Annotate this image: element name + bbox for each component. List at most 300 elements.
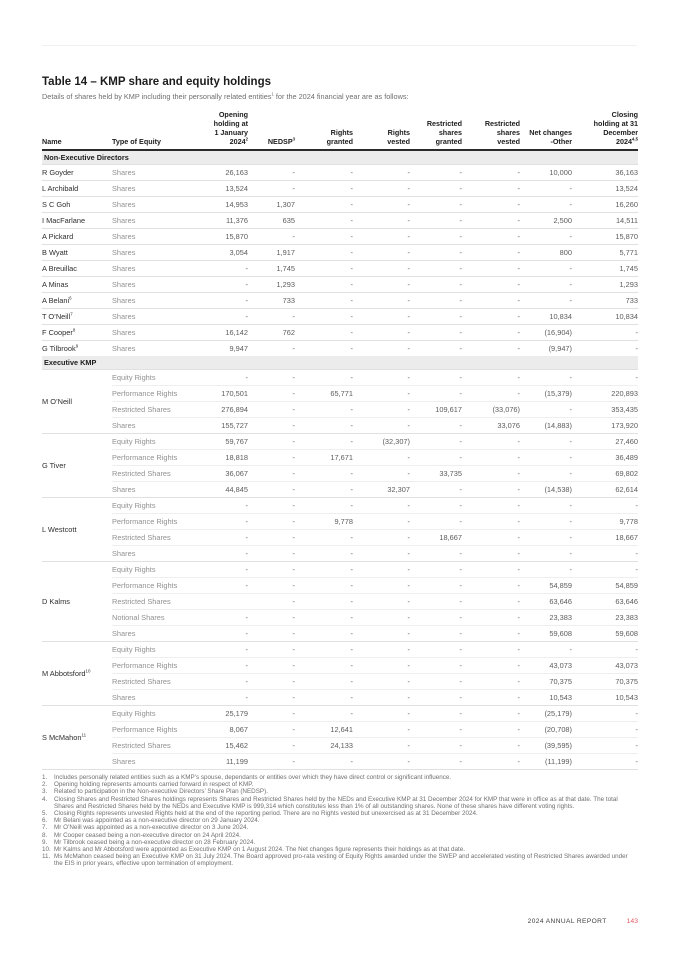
equity-type: Shares <box>112 248 136 257</box>
page-top-rule <box>42 45 637 46</box>
cell-opening: - <box>178 514 248 530</box>
report-name: 2024 ANNUAL REPORT <box>527 918 607 925</box>
cell-restricted_shares_vested: - <box>462 546 520 562</box>
cell-nedsp: - <box>248 610 295 626</box>
kmp-name: G Tilbrook$^9$ <box>42 343 79 353</box>
cell-closing: 14,511 <box>615 216 638 225</box>
column-header-nedsp: NEDSP$^3$ <box>267 136 295 146</box>
cell-restricted_shares_granted: - <box>410 546 462 562</box>
cell-rights_vested: - <box>353 466 410 482</box>
equity-type: Equity Rights <box>112 437 156 446</box>
page-footer <box>528 918 638 925</box>
cell-closing: 70,375 <box>572 674 638 690</box>
footnote-number: 5. <box>42 810 48 818</box>
cell-restricted_shares_granted: - <box>459 373 462 382</box>
cell-rights_vested: - <box>407 248 410 257</box>
cell-net_changes_other: - <box>569 232 572 241</box>
cell-nedsp: 1,917 <box>276 248 295 257</box>
cell-restricted_shares_vested: - <box>517 264 520 273</box>
section-heading: Executive KMP <box>42 356 638 370</box>
cell-restricted_shares_vested: - <box>517 200 520 209</box>
cell-opening: 9,947 <box>229 344 248 353</box>
cell-nedsp: - <box>292 437 295 446</box>
cell-rights_granted: - <box>295 466 353 482</box>
kmp-name: F Cooper$^8$ <box>42 327 76 337</box>
cell-restricted_shares_granted: - <box>410 674 462 690</box>
footnote-text: Mr Kalms and Mr Abbotsford were appointed as Executive KMP on 1 August 2024. The Net changes figure represents their holdings as at that date. <box>54 846 466 854</box>
cell-restricted_shares_vested: - <box>517 184 520 193</box>
column-header-restricted_shares_vested: Restricted shares vested <box>484 119 520 146</box>
cell-restricted_shares_vested: - <box>517 645 520 654</box>
footnote-number: 7. <box>42 824 48 832</box>
footnote-text: Mr Belani was appointed as a non-executive director on 29 January 2024. <box>54 817 260 825</box>
cell-restricted_shares_granted: - <box>410 594 462 610</box>
cell-nedsp: - <box>292 373 295 382</box>
cell-rights_vested: - <box>407 328 410 337</box>
cell-restricted_shares_vested: - <box>517 248 520 257</box>
cell-closing: 63,646 <box>572 594 638 610</box>
cell-restricted_shares_vested: - <box>462 658 520 674</box>
cell-net_changes_other: - <box>569 437 572 446</box>
cell-nedsp: - <box>248 722 295 738</box>
footnote <box>42 853 638 867</box>
equity-type: Equity Rights <box>112 501 156 510</box>
table-row <box>42 722 638 738</box>
footnote-text: Closing Shares and Restricted Shares holdings represents Shares and Restricted Shares held by the NEDs and Executive KMP at 31 December 2024 for KMP that were in office as at that date. The total Shares and Restricted Shares held by the NEDs and Executive KMP is 999,314 which constitutes less than 1% of all outstanding shares. None of these shares have different voting rights. <box>54 795 618 810</box>
cell-opening: 44,845 <box>178 482 248 498</box>
cell-restricted_shares_vested: - <box>462 674 520 690</box>
kmp-name: A Minas <box>42 280 69 289</box>
cell-opening: 3,054 <box>229 248 248 257</box>
cell-rights_granted: 24,133 <box>295 738 353 754</box>
cell-net_changes_other: - <box>520 514 572 530</box>
footnote-text: Related to participation in the Non-executive Directors’ Share Plan (NEDSP). <box>54 788 268 796</box>
cell-restricted_shares_granted: - <box>410 514 462 530</box>
cell-net_changes_other: (9,947) <box>548 344 572 353</box>
footnote-number: 11. <box>42 853 51 861</box>
cell-restricted_shares_vested: - <box>462 738 520 754</box>
cell-restricted_shares_vested: - <box>517 280 520 289</box>
cell-opening: 155,727 <box>178 418 248 434</box>
cell-net_changes_other: 800 <box>559 248 572 257</box>
cell-restricted_shares_granted: - <box>459 645 462 654</box>
kmp-name: A Pickard <box>42 232 74 241</box>
cell-restricted_shares_vested: - <box>517 312 520 321</box>
cell-restricted_shares_vested: (33,076) <box>462 402 520 418</box>
cell-rights_granted: - <box>295 578 353 594</box>
cell-restricted_shares_granted: - <box>459 344 462 353</box>
cell-net_changes_other: - <box>569 645 572 654</box>
cell-opening: - <box>245 312 248 321</box>
cell-rights_granted: - <box>295 418 353 434</box>
cell-nedsp: - <box>292 709 295 718</box>
cell-net_changes_other: (25,179) <box>544 709 572 718</box>
kmp-group <box>42 706 638 770</box>
cell-restricted_shares_vested: - <box>462 482 520 498</box>
cell-rights_vested: - <box>353 658 410 674</box>
equity-type: Shares <box>112 184 136 193</box>
column-header-type: Type of Equity <box>112 137 161 146</box>
cell-nedsp: - <box>248 754 295 770</box>
cell-restricted_shares_granted: - <box>410 754 462 770</box>
equity-type: Shares <box>112 264 136 273</box>
cell-restricted_shares_granted: - <box>459 216 462 225</box>
cell-opening: 276,894 <box>178 402 248 418</box>
column-header-opening: Opening holding at 1 January 2024$^2$ <box>213 110 248 146</box>
cell-restricted_shares_vested: - <box>462 722 520 738</box>
cell-closing: - <box>635 373 638 382</box>
cell-opening <box>178 594 248 610</box>
cell-nedsp: 1,745 <box>276 264 295 273</box>
cell-nedsp: - <box>292 184 295 193</box>
cell-opening: 18,818 <box>178 450 248 466</box>
cell-restricted_shares_vested: - <box>462 690 520 706</box>
cell-restricted_shares_vested: - <box>517 168 520 177</box>
cell-net_changes_other: (39,595) <box>520 738 572 754</box>
cell-restricted_shares_granted: - <box>410 610 462 626</box>
cell-restricted_shares_granted: - <box>410 386 462 402</box>
cell-restricted_shares_granted: - <box>410 738 462 754</box>
cell-closing: 220,893 <box>572 386 638 402</box>
cell-opening: - <box>245 264 248 273</box>
cell-restricted_shares_granted: - <box>410 722 462 738</box>
footnote-text: Includes personally related entities such as a KMP’s spouse, dependants or entities over which they have direct control or significant influence. <box>54 774 452 781</box>
cell-restricted_shares_granted: - <box>459 264 462 273</box>
equity-type: Shares <box>112 168 136 177</box>
cell-nedsp: - <box>248 658 295 674</box>
cell-restricted_shares_granted: - <box>459 328 462 337</box>
cell-restricted_shares_granted: - <box>459 501 462 510</box>
kmp-name: T O’Neill$^7$ <box>42 311 73 321</box>
equity-type: Performance Rights <box>112 450 178 466</box>
table-row <box>42 562 638 578</box>
header-footnote-ref: 3 <box>292 136 295 142</box>
cell-net_changes_other: - <box>520 466 572 482</box>
header-footnote-ref: 2 <box>245 136 248 142</box>
name-footnote-ref: 11 <box>81 732 87 738</box>
footnote <box>42 839 638 846</box>
cell-net_changes_other: - <box>569 184 572 193</box>
cell-restricted_shares_vested: - <box>517 437 520 446</box>
cell-nedsp: 733 <box>282 296 295 305</box>
cell-restricted_shares_vested: - <box>462 514 520 530</box>
equity-type: Performance Rights <box>112 514 178 530</box>
cell-nedsp: 762 <box>282 328 295 337</box>
cell-opening: - <box>178 530 248 546</box>
kmp-group <box>42 181 638 197</box>
cell-restricted_shares_granted: - <box>459 437 462 446</box>
table-row <box>42 482 638 498</box>
cell-closing: - <box>635 501 638 510</box>
cell-rights_granted: - <box>350 264 353 273</box>
table-row <box>42 466 638 482</box>
equity-type: Shares <box>112 754 178 770</box>
kmp-name: A Belani$^6$ <box>42 295 72 305</box>
equity-type: Performance Rights <box>112 578 178 594</box>
cell-net_changes_other: - <box>569 373 572 382</box>
cell-rights_vested: - <box>353 754 410 770</box>
cell-nedsp: - <box>248 514 295 530</box>
cell-rights_granted: - <box>350 216 353 225</box>
cell-opening: 11,376 <box>225 216 248 225</box>
equity-type: Shares <box>112 546 178 562</box>
cell-rights_vested: - <box>407 709 410 718</box>
cell-nedsp: 1,293 <box>276 280 295 289</box>
table-row <box>42 450 638 466</box>
cell-net_changes_other: - <box>520 546 572 562</box>
cell-closing: 23,383 <box>572 610 638 626</box>
cell-rights_granted: - <box>350 501 353 510</box>
cell-rights_granted: 65,771 <box>295 386 353 402</box>
cell-closing: - <box>635 709 638 718</box>
page-number: 143 <box>626 918 638 925</box>
cell-nedsp: - <box>248 690 295 706</box>
cell-rights_vested: - <box>407 264 410 273</box>
cell-opening: 36,067 <box>178 466 248 482</box>
footnote <box>42 824 638 831</box>
cell-opening: - <box>245 373 248 382</box>
cell-rights_vested: - <box>407 645 410 654</box>
cell-net_changes_other: 59,608 <box>520 626 572 642</box>
cell-restricted_shares_vested: - <box>462 610 520 626</box>
cell-rights_vested: - <box>353 402 410 418</box>
table-row <box>42 197 638 213</box>
cell-restricted_shares_granted: - <box>410 658 462 674</box>
cell-net_changes_other: - <box>569 280 572 289</box>
cell-rights_granted: - <box>295 690 353 706</box>
table-row <box>42 674 638 690</box>
cell-rights_granted: - <box>350 437 353 446</box>
cell-restricted_shares_granted: 18,667 <box>410 530 462 546</box>
equity-type: Equity Rights <box>112 565 156 574</box>
cell-closing: 1,745 <box>619 264 638 273</box>
equity-type: Shares <box>112 312 136 321</box>
cell-restricted_shares_granted: - <box>410 690 462 706</box>
cell-nedsp: - <box>248 386 295 402</box>
cell-rights_vested: - <box>353 722 410 738</box>
cell-rights_vested: - <box>353 738 410 754</box>
cell-rights_granted: 17,671 <box>295 450 353 466</box>
cell-rights_granted: - <box>295 658 353 674</box>
cell-rights_granted: - <box>350 344 353 353</box>
table-row <box>42 277 638 293</box>
cell-restricted_shares_vested: - <box>517 328 520 337</box>
cell-opening: - <box>178 690 248 706</box>
cell-rights_vested: - <box>353 450 410 466</box>
name-footnote-ref: 6 <box>69 295 72 301</box>
equity-type: Restricted Shares <box>112 402 178 418</box>
cell-rights_granted: - <box>295 482 353 498</box>
cell-restricted_shares_granted: - <box>410 418 462 434</box>
cell-restricted_shares_granted: - <box>410 626 462 642</box>
footnote <box>42 774 638 781</box>
cell-net_changes_other: 43,073 <box>520 658 572 674</box>
cell-rights_granted: 9,778 <box>295 514 353 530</box>
cell-net_changes_other: - <box>520 450 572 466</box>
cell-closing: 59,608 <box>572 626 638 642</box>
cell-closing: 353,435 <box>572 402 638 418</box>
cell-net_changes_other: 54,859 <box>520 578 572 594</box>
equity-type: Equity Rights <box>112 709 156 718</box>
equity-type: Shares <box>112 418 178 434</box>
column-header-rights_vested: Rights vested <box>387 128 410 146</box>
table-header <box>42 110 638 150</box>
cell-opening: - <box>178 626 248 642</box>
cell-nedsp: - <box>248 626 295 642</box>
table-row <box>42 530 638 546</box>
footnote <box>42 846 638 853</box>
kmp-group <box>42 213 638 229</box>
table-row <box>42 578 638 594</box>
cell-rights_vested: - <box>407 344 410 353</box>
footnote-number: 10. <box>42 846 51 854</box>
cell-closing: 733 <box>625 296 638 305</box>
table-row <box>42 498 638 514</box>
section-heading-row <box>42 150 638 165</box>
cell-net_changes_other: (11,199) <box>520 754 572 770</box>
cell-restricted_shares_vested: - <box>462 386 520 402</box>
table-subtitle <box>42 92 638 101</box>
cell-opening: 8,067 <box>178 722 248 738</box>
cell-rights_vested: - <box>353 418 410 434</box>
table-row <box>42 658 638 674</box>
equity-type: Equity Rights <box>112 373 156 382</box>
cell-opening: 13,524 <box>225 184 248 193</box>
kmp-group <box>42 325 638 341</box>
cell-net_changes_other: - <box>520 402 572 418</box>
kmp-name: I MacFarlane <box>42 216 86 225</box>
table-row <box>42 165 638 181</box>
cell-restricted_shares_vested: - <box>517 232 520 241</box>
cell-closing: 10,834 <box>615 312 638 321</box>
cell-nedsp: - <box>248 482 295 498</box>
cell-nedsp: 635 <box>282 216 295 225</box>
name-footnote-ref: 10 <box>85 668 91 674</box>
cell-closing: 69,802 <box>572 466 638 482</box>
table-row <box>42 738 638 754</box>
footnote <box>42 810 638 817</box>
equity-type: Performance Rights <box>112 386 178 402</box>
cell-nedsp: - <box>248 418 295 434</box>
table-row <box>42 610 638 626</box>
cell-net_changes_other: 70,375 <box>520 674 572 690</box>
cell-rights_vested: - <box>353 626 410 642</box>
cell-closing: 1,293 <box>619 280 638 289</box>
cell-rights_granted: - <box>350 168 353 177</box>
column-header-closing: Closing holding at 31 December 2024$^{4,5}$ <box>593 110 638 146</box>
cell-opening: 170,501 <box>178 386 248 402</box>
cell-rights_vested: - <box>407 373 410 382</box>
kmp-group <box>42 341 638 357</box>
kmp-holdings-table <box>42 110 638 770</box>
equity-type: Restricted Shares <box>112 738 178 754</box>
cell-rights_granted: - <box>350 312 353 321</box>
footnote <box>42 781 638 788</box>
cell-rights_granted: - <box>295 754 353 770</box>
cell-restricted_shares_granted: - <box>459 296 462 305</box>
cell-closing: - <box>635 645 638 654</box>
table-row <box>42 546 638 562</box>
cell-rights_granted: - <box>295 546 353 562</box>
column-header-restricted_shares_granted: Restricted shares granted <box>426 119 462 146</box>
subtitle-text: Details of shares held by KMP including their personally related entities <box>42 92 272 101</box>
cell-closing: - <box>572 754 638 770</box>
cell-closing: 16,260 <box>615 200 638 209</box>
kmp-name: B Wyatt <box>42 248 68 257</box>
cell-rights_granted: 12,641 <box>295 722 353 738</box>
name-footnote-ref: 8 <box>72 327 76 333</box>
footnote-text: Opening holding represents amounts carried forward in respect of KMP. <box>54 781 254 789</box>
kmp-group <box>42 370 638 434</box>
table-row <box>42 690 638 706</box>
cell-nedsp: - <box>292 645 295 654</box>
equity-type: Shares <box>112 232 136 241</box>
kmp-name: S C Goh <box>42 200 71 209</box>
cell-closing: 36,163 <box>615 168 638 177</box>
cell-nedsp: - <box>292 232 295 241</box>
cell-opening: - <box>245 645 248 654</box>
name-footnote-ref: 9 <box>75 343 79 349</box>
cell-restricted_shares_granted: - <box>459 312 462 321</box>
cell-rights_granted: - <box>295 674 353 690</box>
cell-net_changes_other: 63,646 <box>520 594 572 610</box>
cell-restricted_shares_granted: - <box>410 450 462 466</box>
footnote <box>42 817 638 824</box>
table-row <box>42 341 638 357</box>
cell-nedsp: - <box>292 565 295 574</box>
cell-net_changes_other: 10,000 <box>549 168 572 177</box>
cell-closing: - <box>635 344 638 353</box>
cell-closing: 15,870 <box>615 232 638 241</box>
cell-rights_vested: - <box>353 674 410 690</box>
cell-rights_granted: - <box>295 530 353 546</box>
cell-closing: 27,460 <box>615 437 638 446</box>
cell-rights_vested: - <box>353 386 410 402</box>
cell-opening: 14,953 <box>225 200 248 209</box>
kmp-group <box>42 293 638 309</box>
footnote-text: Mr Cooper ceased being a non-executive director on 24 April 2024. <box>54 831 241 839</box>
kmp-group <box>42 642 638 706</box>
cell-rights_granted: - <box>350 373 353 382</box>
table-row <box>42 261 638 277</box>
cell-rights_vested: - <box>407 168 410 177</box>
cell-closing: 13,524 <box>615 184 638 193</box>
kmp-name: S McMahon$^{11}$ <box>42 732 87 742</box>
cell-restricted_shares_granted: - <box>459 232 462 241</box>
cell-closing: - <box>635 565 638 574</box>
cell-opening: 16,142 <box>225 328 248 337</box>
cell-rights_granted: - <box>295 626 353 642</box>
cell-restricted_shares_vested: - <box>462 578 520 594</box>
cell-opening: 26,163 <box>225 168 248 177</box>
section-heading-row <box>42 356 638 370</box>
footnote-text: Mr Tilbrook ceased being a non-executive director on 28 February 2024. <box>54 838 256 846</box>
cell-nedsp: - <box>248 450 295 466</box>
cell-nedsp: - <box>248 578 295 594</box>
cell-nedsp: - <box>292 312 295 321</box>
cell-closing: 43,073 <box>572 658 638 674</box>
cell-net_changes_other: (15,379) <box>520 386 572 402</box>
cell-rights_vested: - <box>407 232 410 241</box>
cell-nedsp: - <box>248 402 295 418</box>
table-row <box>42 325 638 341</box>
equity-type: Shares <box>112 482 178 498</box>
equity-type: Restricted Shares <box>112 594 178 610</box>
cell-nedsp: - <box>248 530 295 546</box>
cell-restricted_shares_vested: - <box>462 450 520 466</box>
cell-rights_vested: - <box>407 565 410 574</box>
cell-net_changes_other: 2,500 <box>553 216 572 225</box>
